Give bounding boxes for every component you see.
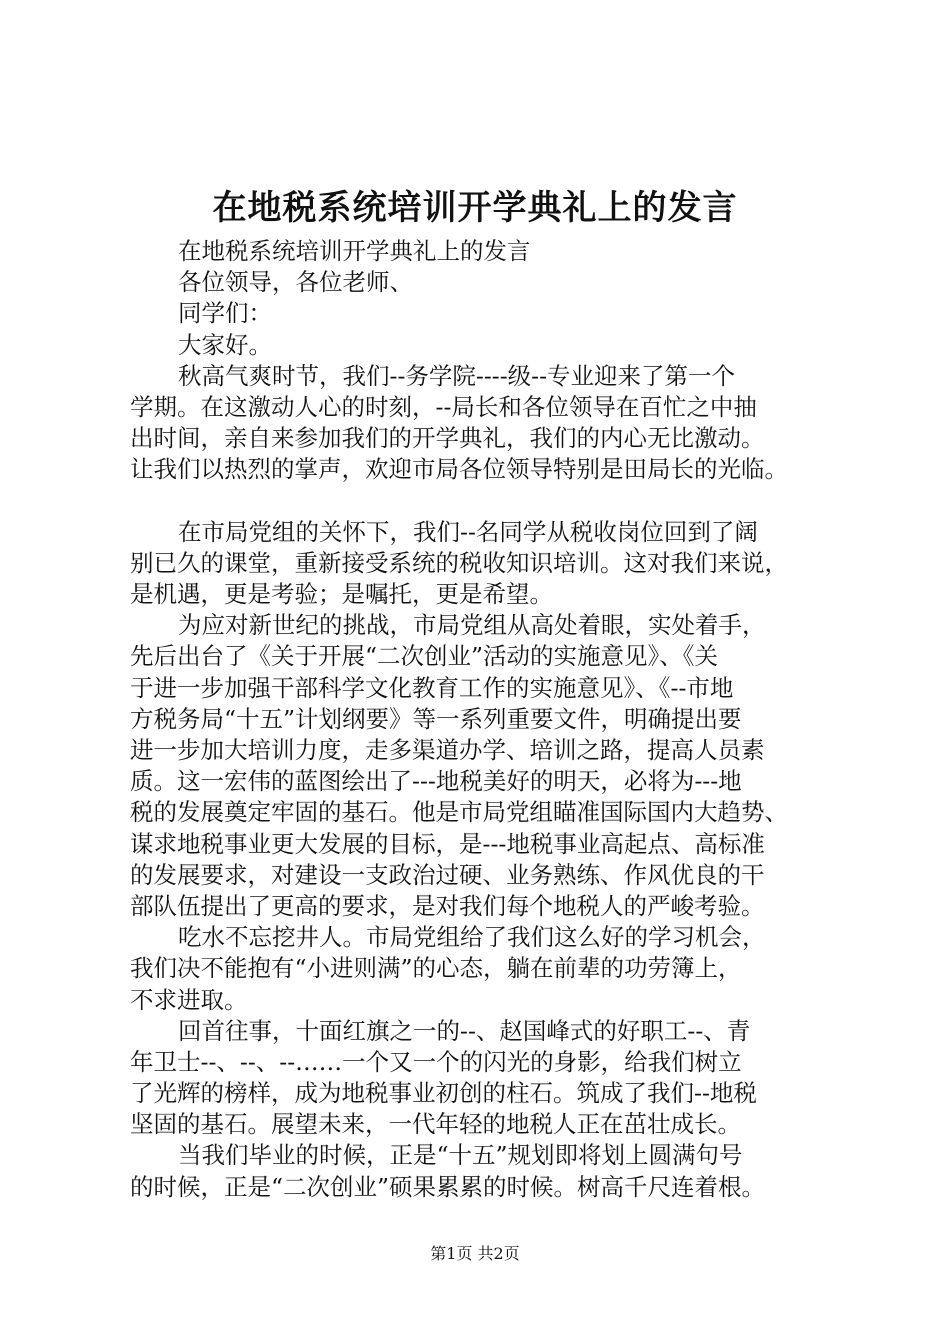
- document-body: [130, 236, 850, 1203]
- text-line: 在地税系统培训开学典礼上的发言: [178, 237, 531, 265]
- text-line: 先后出台了《关于开展“二次创业”活动的实施意见》、《关: [130, 642, 719, 671]
- text-line: 的发展要求，对建设一支政治过硬、业务熟练、作风优良的干: [130, 860, 765, 889]
- text-line: 让我们以热烈的掌声，欢迎市局各位领导特别是田局长的光临。: [130, 455, 788, 484]
- text-line: 学期。在这激动人心的时刻，--局长和各位领导在百忙之中抽: [130, 392, 757, 421]
- text-line: 不求进取。: [130, 985, 248, 1014]
- text-line: 当我们毕业的时候，正是“十五”规划即将划上圆满句号: [178, 1141, 743, 1170]
- text-line: 为应对新世纪的挑战，市局党组从高处着眼，实处着手，: [178, 611, 766, 640]
- text-line: 同学们：: [178, 299, 272, 328]
- text-line: 我们决不能抱有“小进则满”的心态，躺在前辈的功劳簿上，: [130, 954, 742, 983]
- text-line: 质。这一宏伟的蓝图绘出了---地税美好的明天，必将为---地: [130, 767, 742, 796]
- text-line: 部队伍提出了更高的要求，是对我们每个地税人的严峻考验。: [130, 891, 765, 920]
- text-line: 了光辉的榜样，成为地税事业初创的柱石。筑成了我们--地税: [130, 1079, 757, 1108]
- page-footer: 第1页 共2页: [430, 1244, 520, 1263]
- blank-line: [130, 486, 850, 517]
- text-line: 是机遇，更是考验；是嘱托，更是希望。: [130, 580, 553, 609]
- text-line: 年卫士--、--、--……一个又一个的闪光的身影，给我们树立: [130, 1047, 742, 1076]
- text-line: 于进一步加强干部科学文化教育工作的实施意见》、《--市地: [130, 673, 734, 702]
- text-line: 税的发展奠定牢固的基石。他是市局党组瞄准国际国内大趋势、: [130, 798, 788, 827]
- text-line: 进一步加大培训力度，走多渠道办学、培训之路，提高人员素: [130, 736, 765, 764]
- text-line: 出时间，亲自来参加我们的开学典礼，我们的内心无比激动。: [130, 424, 765, 453]
- text-line: 秋高气爽时节，我们--务学院----级--专业迎来了第一个: [178, 361, 736, 390]
- text-line: 别已久的课堂，重新接受系统的税收知识培训。这对我们来说，: [130, 548, 788, 577]
- text-line: 在市局党组的关怀下，我们--名同学从税收岗位回到了阔: [178, 517, 758, 546]
- text-line: 坚固的基石。展望未来，一代年轻的地税人正在茁壮成长。: [130, 1110, 741, 1139]
- text-line: 各位领导，各位老师、: [178, 268, 413, 297]
- text-line: 谋求地税事业更大发展的目标，是---地税事业高起点、高标准: [130, 829, 765, 858]
- document-title: 在地税系统培训开学典礼上的发言: [212, 188, 738, 228]
- text-line: 回首往事，十面红旗之一的--、赵国峰式的好职工--、青: [178, 1016, 751, 1045]
- text-line: 吃水不忘挖井人。市局党组给了我们这么好的学习机会，: [178, 923, 766, 952]
- text-line: 的时候，正是“二次创业”硕果累累的时候。树高千尺连着根。: [130, 1172, 766, 1201]
- text-line: 方税务局“十五”计划纲要》等一系列重要文件，明确提出要: [130, 704, 742, 733]
- text-line: 大家好。: [178, 330, 272, 359]
